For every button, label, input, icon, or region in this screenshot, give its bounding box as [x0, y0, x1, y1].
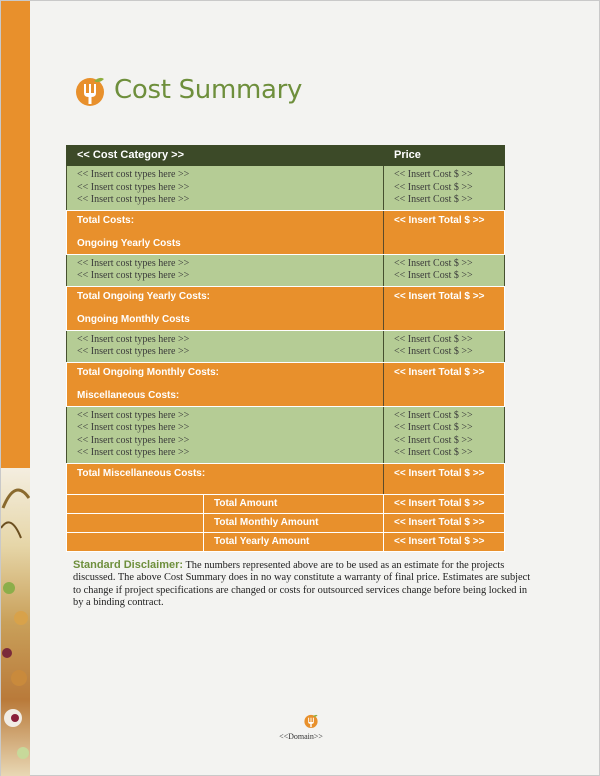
total-costs-row	[67, 210, 505, 254]
cost-type-item: << Insert cost types here >>	[77, 346, 190, 357]
cost-price-item: << Insert Cost $ >>	[394, 409, 473, 421]
total-costs-label-cell	[67, 210, 384, 254]
cost-type-item: << Insert cost types here >>	[77, 169, 190, 180]
cost-summary-table	[66, 145, 505, 552]
cost-price-item: << Insert Cost $ >>	[394, 333, 473, 345]
cost-type-item: << Insert cost types here >>	[77, 194, 190, 205]
summary-row	[67, 494, 505, 513]
cost-type-item: << Insert cost types here >>	[77, 434, 190, 446]
cost-type-item: << Insert cost types here >>	[77, 257, 190, 269]
total-monthly-value: << Insert Total $ >>	[384, 362, 505, 406]
cost-price-item: << Insert Cost $ >>	[394, 181, 473, 193]
page-title: Cost Summary	[114, 75, 303, 105]
cost-type-item: << Insert cost types here >>	[77, 409, 190, 421]
total-monthly-label: Total Ongoing Monthly Costs:	[77, 366, 220, 378]
cost-group-row	[67, 406, 505, 463]
summary-spacer	[67, 494, 204, 513]
ongoing-yearly-heading: Ongoing Yearly Costs	[77, 237, 181, 249]
total-yearly-value: << Insert Total $ >>	[384, 286, 505, 330]
disclaimer-paragraph	[73, 559, 531, 610]
ongoing-monthly-heading: Ongoing Monthly Costs	[77, 313, 190, 325]
summary-label: Total Monthly Amount	[204, 513, 384, 532]
summary-spacer	[67, 513, 204, 532]
cost-price-item: << Insert Cost $ >>	[394, 270, 473, 281]
disclaimer-lead: Standard Disclaimer:	[73, 559, 184, 571]
cost-types-cell	[67, 330, 384, 362]
cost-price-item: << Insert Cost $ >>	[394, 434, 473, 446]
cost-type-item: << Insert cost types here >>	[77, 181, 190, 193]
total-costs-label: Total Costs:	[77, 214, 135, 226]
total-monthly-label-cell	[67, 362, 384, 406]
cost-type-item: << Insert cost types here >>	[77, 333, 190, 345]
summary-spacer	[67, 532, 204, 551]
cost-types-cell	[67, 406, 384, 463]
cost-prices-cell	[384, 406, 505, 463]
total-misc-value: << Insert Total $ >>	[384, 463, 505, 494]
total-yearly-row	[67, 286, 505, 330]
cost-types-cell	[67, 166, 384, 211]
side-food-photo	[1, 468, 30, 776]
table-header-row	[67, 146, 505, 166]
disclaimer-text: The numbers represented above are to be used as an estimate for the projects discussed. The above Cost Summary does in no way constitute a warranty of final price. Estimates are subject to change if project specifications are changed or costs for outsourced services change before being locked in by a binding contract.	[73, 560, 531, 609]
footer-domain: <<Domain>>	[279, 732, 323, 741]
footer-fork-logo-icon	[303, 713, 319, 729]
total-misc-row	[67, 463, 505, 494]
summary-value: << Insert Total $ >>	[384, 513, 505, 532]
cost-type-item: << Insert cost types here >>	[77, 422, 190, 433]
cost-group-row	[67, 254, 505, 286]
cost-price-item: << Insert Cost $ >>	[394, 422, 473, 433]
header-cost-category: << Cost Category >>	[67, 146, 384, 166]
summary-label: Total Yearly Amount	[204, 532, 384, 551]
cost-prices-cell	[384, 166, 505, 211]
cost-price-item: << Insert Cost $ >>	[394, 194, 473, 205]
cost-prices-cell	[384, 330, 505, 362]
summary-value: << Insert Total $ >>	[384, 494, 505, 513]
summary-row	[67, 513, 505, 532]
side-orange-bar	[1, 1, 30, 468]
cost-types-cell	[67, 254, 384, 286]
summary-value: << Insert Total $ >>	[384, 532, 505, 551]
misc-heading: Miscellaneous Costs:	[77, 389, 180, 401]
fork-logo-icon	[73, 75, 107, 107]
cost-price-item: << Insert Cost $ >>	[394, 257, 473, 269]
food-photo-art	[1, 468, 30, 776]
summary-label: Total Amount	[204, 494, 384, 513]
total-misc-label: Total Miscellaneous Costs:	[67, 463, 384, 494]
cost-price-item: << Insert Cost $ >>	[394, 447, 473, 458]
cost-price-item: << Insert Cost $ >>	[394, 346, 473, 357]
cost-type-item: << Insert cost types here >>	[77, 270, 190, 281]
total-yearly-label: Total Ongoing Yearly Costs:	[77, 290, 210, 302]
cost-type-item: << Insert cost types here >>	[77, 447, 190, 458]
total-costs-value: << Insert Total $ >>	[384, 210, 505, 254]
cost-price-item: << Insert Cost $ >>	[394, 169, 473, 180]
total-yearly-label-cell	[67, 286, 384, 330]
cost-group-row	[67, 166, 505, 211]
cost-group-row	[67, 330, 505, 362]
cost-prices-cell	[384, 254, 505, 286]
total-monthly-row	[67, 362, 505, 406]
header-price: Price	[384, 146, 505, 166]
summary-row	[67, 532, 505, 551]
